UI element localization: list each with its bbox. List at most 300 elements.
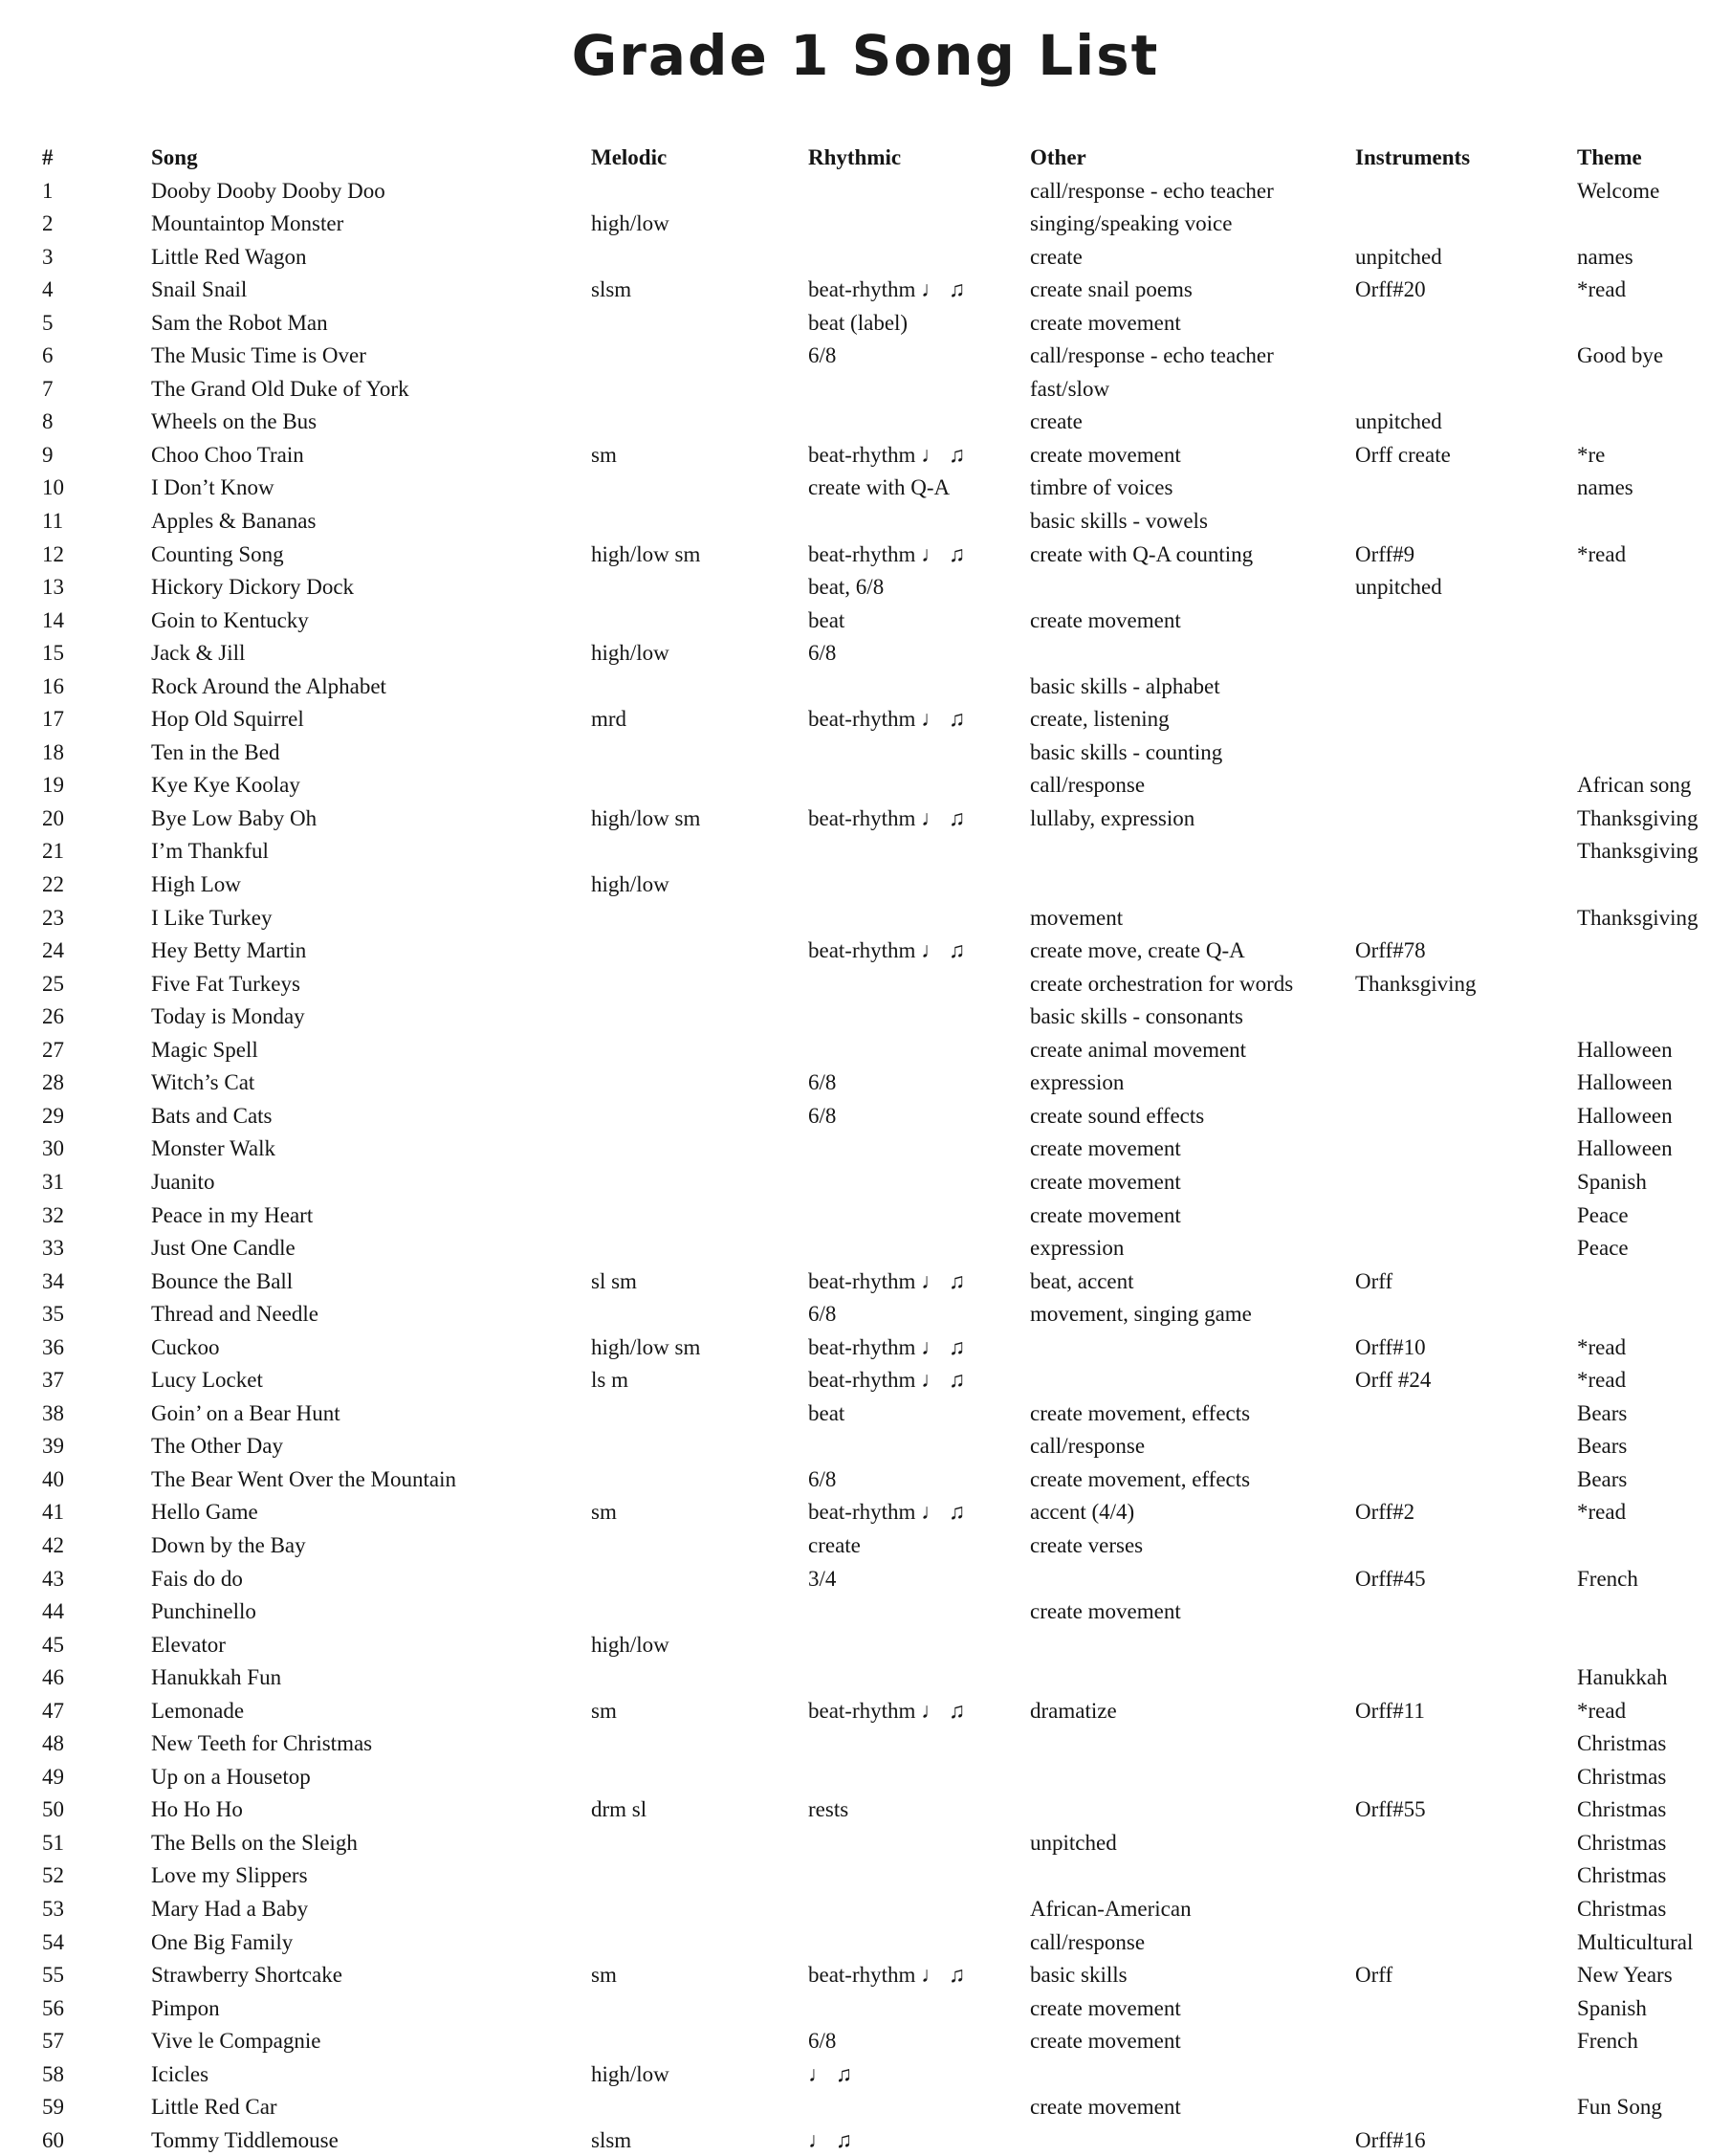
table-row [0,1827,1731,1860]
cell-other: basic skills [1030,1963,1128,1988]
cell-theme [1577,208,1731,241]
cell-song: Dooby Dooby Dooby Doo [151,178,385,203]
cell-melodic [591,1926,808,1960]
cell-other: dramatize [1030,1698,1117,1723]
cell-other [1030,2058,1355,2092]
cell-song: I’m Thankful [151,839,269,864]
cell-theme: *read [1577,1368,1627,1393]
cell-rhythmic: 6/8 [808,1070,837,1095]
cell-instruments [1355,1199,1577,1233]
cell-instruments [1355,605,1577,638]
cell-song: Ho Ho Ho [151,1797,243,1822]
cell-rhythmic [808,2091,1030,2124]
cell-number: 45 [42,1632,64,1657]
cell-other: basic skills - vowels [1030,509,1208,534]
cell-instruments: Orff#55 [1355,1797,1426,1822]
cell-instruments: Orff [1355,1268,1393,1293]
table-row [0,2091,1731,2124]
cell-melodic [591,1827,808,1860]
cell-number: 40 [42,1466,64,1491]
cell-theme [1577,968,1731,1001]
cell-rhythmic: beat, 6/8 [808,575,885,600]
cell-number: 17 [42,707,64,732]
cell-song: Kye Kye Koolay [151,773,300,798]
cell-number: 41 [42,1500,64,1525]
cell-theme: Bears [1577,1434,1628,1459]
table-row [0,241,1731,275]
cell-rhythmic: beat (label) [808,310,909,335]
cell-number: 13 [42,575,64,600]
cell-rhythmic [808,208,1030,241]
cell-melodic: drm sl [591,1797,647,1822]
header-number: # [42,145,54,169]
cell-rhythmic: create with Q-A [808,475,951,500]
cell-melodic: high/low [591,641,669,666]
cell-instruments [1355,902,1577,935]
cell-other: expression [1030,1236,1125,1261]
cell-other [1030,2124,1355,2156]
cell-rhythmic [808,1133,1030,1166]
cell-theme: Christmas [1577,1863,1667,1888]
cell-theme: Bears [1577,1466,1628,1491]
cell-theme [1577,1265,1731,1299]
song-table [0,142,1731,2156]
cell-theme: Halloween [1577,1103,1673,1128]
cell-number: 35 [42,1302,64,1327]
cell-melodic [591,2091,808,2124]
cell-melodic: sm [591,1500,617,1525]
cell-other [1030,571,1355,605]
cell-song: Counting Song [151,541,284,566]
table-row [0,1199,1731,1233]
cell-number: 44 [42,1599,64,1624]
cell-melodic [591,1100,808,1133]
cell-song: Witch’s Cat [151,1070,255,1095]
cell-instruments [1355,505,1577,539]
cell-instruments [1355,1529,1577,1563]
cell-rhythmic [808,835,1030,869]
cell-song: Bats and Cats [151,1103,273,1128]
cell-song: Mountaintop Monster [151,211,344,236]
table-row [0,373,1731,407]
cell-song: Strawberry Shortcake [151,1963,342,1988]
cell-rhythmic: 6/8 [808,1466,837,1491]
table-row [0,539,1731,572]
cell-melodic [591,472,808,505]
cell-theme: names [1577,244,1633,269]
cell-theme [1577,505,1731,539]
cell-other: unpitched [1030,1830,1117,1855]
table-row [0,769,1731,803]
cell-other [1030,1661,1355,1695]
cell-song: Juanito [151,1169,215,1194]
cell-melodic [591,902,808,935]
cell-number: 31 [42,1169,64,1194]
table-row [0,274,1731,307]
cell-theme [1577,637,1731,671]
cell-instruments: Orff#16 [1355,2127,1426,2152]
cell-number: 48 [42,1731,64,1756]
cell-theme [1577,307,1731,341]
cell-song: Goin to Kentucky [151,607,309,632]
cell-number: 42 [42,1532,64,1557]
cell-rhythmic: beat-rhythm ♩ ♫ [808,1500,966,1525]
cell-number: 22 [42,872,64,897]
cell-melodic: slsm [591,277,632,302]
cell-number: 11 [42,509,64,534]
cell-theme: Christmas [1577,1797,1667,1822]
cell-theme [1577,605,1731,638]
cell-melodic [591,1761,808,1794]
cell-song: Elevator [151,1632,226,1657]
cell-instruments: Orff#20 [1355,277,1426,302]
cell-melodic [591,671,808,704]
table-row [0,1661,1731,1695]
cell-song: Five Fat Turkeys [151,971,300,996]
table-row [0,1695,1731,1728]
cell-melodic: high/low [591,872,669,897]
cell-instruments [1355,2058,1577,2092]
cell-rhythmic: beat-rhythm ♩ ♫ [808,277,966,302]
cell-instruments [1355,1067,1577,1100]
cell-instruments [1355,869,1577,902]
cell-instruments [1355,1629,1577,1662]
cell-number: 9 [42,442,54,467]
cell-other [1030,1364,1355,1397]
cell-theme: Peace [1577,1236,1629,1261]
cell-instruments: unpitched [1355,409,1442,434]
cell-other: create with Q-A counting [1030,541,1254,566]
cell-theme [1577,935,1731,968]
table-header-row [0,142,1731,175]
cell-melodic [591,1298,808,1331]
cell-theme: Christmas [1577,1731,1667,1756]
cell-number: 6 [42,343,54,368]
cell-rhythmic [808,505,1030,539]
cell-song: Cuckoo [151,1334,220,1359]
cell-rhythmic: beat-rhythm ♩ ♫ [808,707,966,732]
cell-other: basic skills - counting [1030,739,1223,764]
cell-instruments [1355,835,1577,869]
cell-song: Bye Low Baby Oh [151,805,318,830]
cell-other [1030,1563,1355,1596]
cell-melodic [591,406,808,439]
cell-number: 5 [42,310,54,335]
cell-other: singing/speaking voice [1030,211,1233,236]
table-row [0,1166,1731,1199]
cell-rhythmic: beat-rhythm ♩ ♫ [808,541,966,566]
cell-theme: French [1577,2029,1638,2054]
cell-song: I Like Turkey [151,905,273,930]
cell-theme: *read [1577,1334,1627,1359]
cell-other: create sound effects [1030,1103,1205,1128]
table-row [0,935,1731,968]
cell-number: 18 [42,739,64,764]
cell-song: Down by the Bay [151,1532,306,1557]
table-row [0,208,1731,241]
cell-theme: Spanish [1577,1995,1647,2020]
cell-number: 60 [42,2127,64,2152]
cell-rhythmic [808,671,1030,704]
cell-melodic [591,968,808,1001]
cell-other: create movement [1030,1169,1181,1194]
cell-number: 46 [42,1665,64,1690]
cell-other: create movement [1030,310,1181,335]
cell-theme [1577,1529,1731,1563]
cell-theme: *read [1577,277,1627,302]
cell-rhythmic: beat [808,1400,845,1425]
cell-other: basic skills - alphabet [1030,673,1220,698]
cell-number: 49 [42,1764,64,1789]
cell-song: Wheels on the Bus [151,409,318,434]
cell-other [1030,835,1355,869]
cell-theme [1577,2058,1731,2092]
cell-melodic [591,2025,808,2058]
cell-other: create movement [1030,2029,1181,2054]
cell-instruments [1355,1166,1577,1199]
cell-melodic [591,1067,808,1100]
cell-song: Tommy Tiddlemouse [151,2127,339,2152]
cell-number: 20 [42,805,64,830]
table-row [0,803,1731,836]
table-row [0,1463,1731,1497]
cell-theme: Good bye [1577,343,1664,368]
cell-instruments: Orff#78 [1355,938,1426,963]
cell-number: 28 [42,1070,64,1095]
cell-instruments [1355,1397,1577,1431]
table-row [0,968,1731,1001]
cell-number: 38 [42,1400,64,1425]
table-row [0,1595,1731,1629]
table-row [0,1563,1731,1596]
cell-melodic: sm [591,1963,617,1988]
table-row [0,1926,1731,1960]
cell-other: create move, create Q-A [1030,938,1245,963]
cell-rhythmic: 6/8 [808,1302,837,1327]
cell-instruments: unpitched [1355,575,1442,600]
cell-song: Today is Monday [151,1004,305,1029]
cell-other [1030,1629,1355,1662]
cell-melodic [591,1133,808,1166]
table-row [0,1133,1731,1166]
cell-song: Peace in my Heart [151,1202,314,1227]
cell-song: The Other Day [151,1434,283,1459]
cell-rhythmic [808,1001,1030,1034]
cell-instruments [1355,1430,1577,1463]
cell-instruments [1355,1100,1577,1133]
table-row [0,869,1731,902]
cell-theme: French [1577,1566,1638,1591]
cell-number: 8 [42,409,54,434]
cell-theme: Bears [1577,1400,1628,1425]
cell-number: 53 [42,1896,64,1921]
cell-melodic [591,1563,808,1596]
cell-song: Magic Spell [151,1037,258,1062]
cell-rhythmic [808,1661,1030,1695]
cell-rhythmic [808,1629,1030,1662]
cell-rhythmic [808,1595,1030,1629]
cell-instruments [1355,1992,1577,2026]
cell-instruments [1355,1926,1577,1960]
cell-rhythmic: beat-rhythm ♩ ♫ [808,1963,966,1988]
cell-rhythmic [808,1893,1030,1926]
cell-number: 56 [42,1995,64,2020]
cell-number: 26 [42,1004,64,1029]
cell-theme: Spanish [1577,1169,1647,1194]
cell-number: 24 [42,938,64,963]
table-row [0,835,1731,869]
cell-number: 50 [42,1797,64,1822]
table-row [0,605,1731,638]
cell-song: The Bear Went Over the Mountain [151,1466,456,1491]
cell-other [1030,637,1355,671]
cell-theme: Halloween [1577,1037,1673,1062]
cell-melodic [591,769,808,803]
cell-instruments [1355,1001,1577,1034]
cell-other: create movement [1030,1202,1181,1227]
table-row [0,1265,1731,1299]
cell-song: Snail Snail [151,277,248,302]
table-row [0,1992,1731,2026]
cell-number: 29 [42,1103,64,1128]
cell-instruments [1355,1232,1577,1265]
table-row [0,2124,1731,2156]
cell-melodic [591,605,808,638]
cell-rhythmic [808,869,1030,902]
cell-melodic [591,835,808,869]
cell-song: Fais do do [151,1566,243,1591]
cell-instruments [1355,637,1577,671]
cell-other: create snail poems [1030,277,1193,302]
cell-theme: *read [1577,1500,1627,1525]
cell-rhythmic: beat-rhythm ♩ ♫ [808,1698,966,1723]
cell-other: beat, accent [1030,1268,1134,1293]
cell-number: 16 [42,673,64,698]
cell-number: 51 [42,1830,64,1855]
table-row [0,1364,1731,1397]
cell-theme [1577,1001,1731,1034]
cell-song: Apples & Bananas [151,509,317,534]
cell-instruments [1355,373,1577,407]
cell-theme: names [1577,475,1633,500]
table-row [0,472,1731,505]
cell-melodic [591,1992,808,2026]
table-row [0,1629,1731,1662]
cell-rhythmic: 6/8 [808,2029,837,2054]
cell-song: Lemonade [151,1698,245,1723]
cell-melodic [591,1166,808,1199]
cell-other: create [1030,409,1083,434]
cell-number: 52 [42,1863,64,1888]
cell-rhythmic [808,373,1030,407]
table-row [0,439,1731,473]
cell-instruments [1355,175,1577,209]
cell-song: Love my Slippers [151,1863,308,1888]
cell-rhythmic: beat-rhythm ♩ ♫ [808,938,966,963]
cell-theme: Thanksgiving [1577,805,1698,830]
cell-rhythmic [808,769,1030,803]
cell-song: Pimpon [151,1995,220,2020]
cell-song: Hey Betty Martin [151,938,307,963]
header-other: Other [1030,145,1086,169]
cell-number: 15 [42,641,64,666]
cell-melodic: sm [591,442,617,467]
cell-rhythmic [808,1926,1030,1960]
table-row [0,902,1731,935]
cell-melodic [591,307,808,341]
cell-theme: *read [1577,541,1627,566]
cell-melodic: ls m [591,1368,628,1393]
cell-theme [1577,406,1731,439]
cell-number: 30 [42,1136,64,1161]
cell-rhythmic [808,1199,1030,1233]
header-melodic: Melodic [591,145,668,169]
cell-other: create movement [1030,1599,1181,1624]
cell-number: 33 [42,1236,64,1261]
cell-melodic: sm [591,1698,617,1723]
cell-melodic: high/low sm [591,541,701,566]
cell-melodic [591,1463,808,1497]
cell-song: The Grand Old Duke of York [151,376,409,401]
table-row [0,1859,1731,1893]
header-theme: Theme [1577,145,1642,169]
table-row [0,175,1731,209]
cell-instruments [1355,1595,1577,1629]
cell-number: 34 [42,1268,64,1293]
cell-melodic: sl sm [591,1268,637,1293]
cell-other [1030,1761,1355,1794]
cell-other: call/response - echo teacher [1030,178,1274,203]
cell-song: Icicles [151,2061,209,2086]
cell-song: Choo Choo Train [151,442,304,467]
cell-song: Little Red Wagon [151,244,307,269]
cell-rhythmic: ♩ ♫ [808,2127,852,2152]
cell-theme: Christmas [1577,1764,1667,1789]
cell-rhythmic [808,968,1030,1001]
cell-instruments [1355,208,1577,241]
cell-theme: New Years [1577,1963,1673,1988]
cell-instruments: Orff#10 [1355,1334,1426,1359]
cell-theme: *read [1577,1698,1627,1723]
cell-number: 43 [42,1566,64,1591]
cell-song: Punchinello [151,1599,256,1624]
cell-theme [1577,373,1731,407]
table-row [0,1397,1731,1431]
cell-rhythmic: create [808,1532,861,1557]
table-row [0,1893,1731,1926]
cell-number: 54 [42,1929,64,1954]
cell-theme: African song [1577,773,1692,798]
cell-melodic [591,1727,808,1761]
cell-instruments [1355,1893,1577,1926]
cell-other [1030,1859,1355,1893]
cell-instruments [1355,1661,1577,1695]
table-row [0,1529,1731,1563]
table-row [0,340,1731,373]
table-row [0,1331,1731,1365]
cell-other [1030,1331,1355,1365]
cell-number: 3 [42,244,54,269]
cell-instruments: Orff#2 [1355,1500,1415,1525]
cell-theme: Thanksgiving [1577,905,1698,930]
cell-song: Goin’ on a Bear Hunt [151,1400,340,1425]
cell-other: lullaby, expression [1030,805,1195,830]
cell-melodic [591,737,808,770]
cell-theme: Fun Song [1577,2095,1662,2120]
cell-other: create movement [1030,442,1181,467]
cell-rhythmic [808,1430,1030,1463]
cell-instruments [1355,307,1577,341]
